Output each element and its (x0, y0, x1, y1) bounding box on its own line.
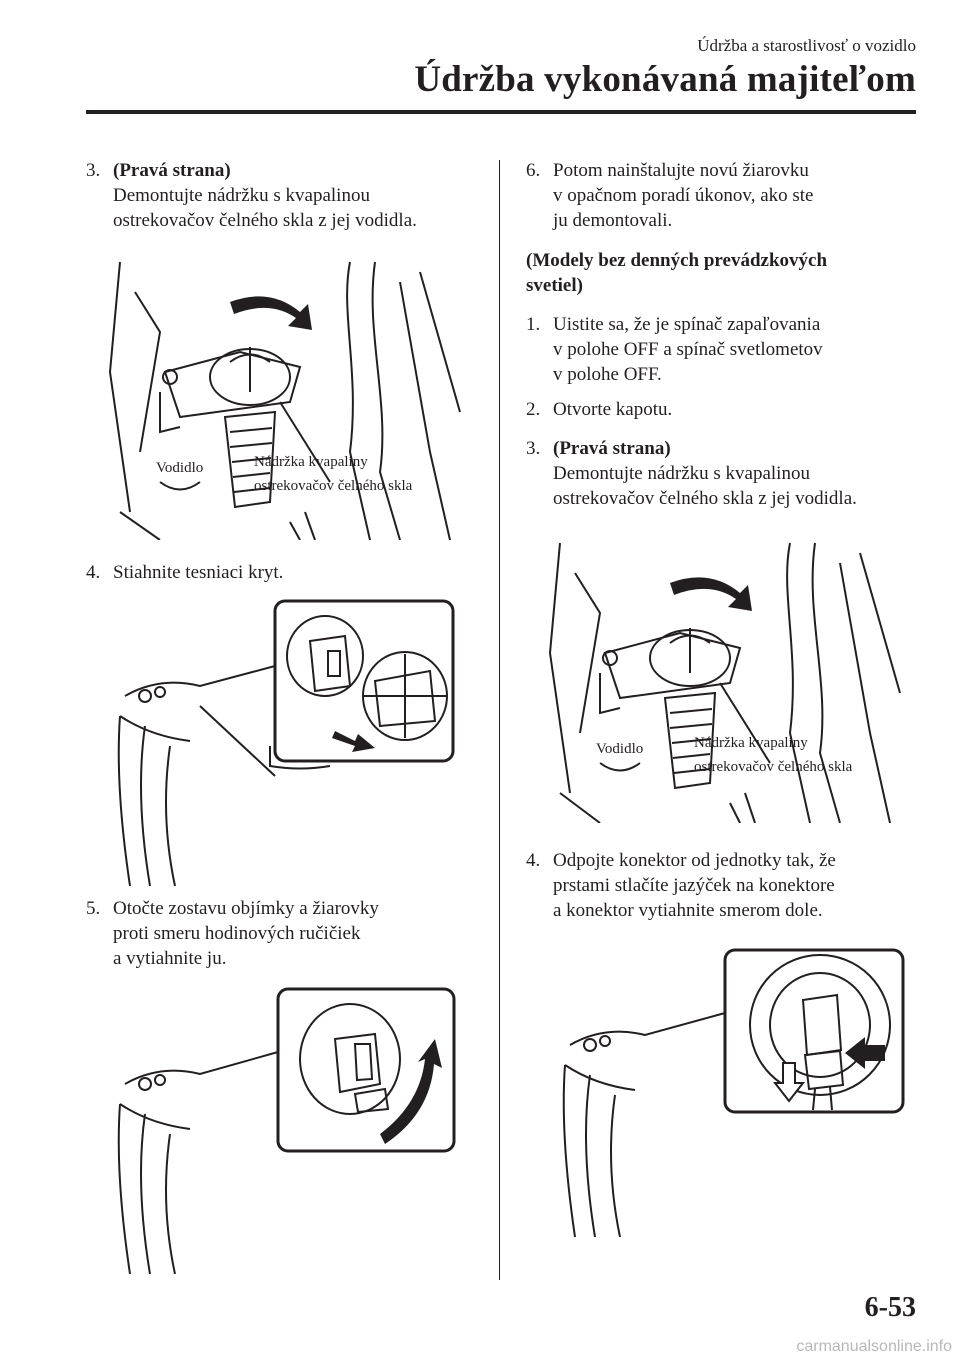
step-text: Stiahnite tesniaci kryt. (113, 562, 284, 583)
page-number: 6-53 (864, 1292, 916, 1323)
figure-label-tank: ostrekovačov čelného skla (254, 478, 413, 494)
step-text: a konektor vytiahnite smerom dole. (553, 900, 823, 921)
page-title: Údržba vykonávaná majiteľom (414, 59, 916, 100)
step-text: Odpojte konektor od jednotky tak, že (553, 850, 836, 871)
subsection-heading (526, 248, 946, 298)
step-text: proti smeru hodinových ručičiek (113, 923, 361, 944)
right-step-4 (526, 848, 946, 923)
left-step-3 (86, 158, 486, 233)
footer-watermark: carmanualsonline.info (796, 1338, 952, 1355)
connector-illustration (545, 945, 910, 1237)
step-number: 2. (526, 399, 541, 420)
left-step-4 (86, 560, 486, 585)
figure-label-guide: Vodidlo (596, 741, 644, 757)
right-step-6 (526, 158, 946, 233)
step-text: a vytiahnite ju. (113, 948, 227, 969)
seal-cover-figure (100, 596, 460, 886)
step-number: 5. (86, 898, 101, 919)
step-title: (Pravá strana) (113, 160, 231, 181)
step-text: ostrekovačov čelného skla z jej vodidla. (113, 210, 417, 231)
step-number: 3. (86, 160, 101, 181)
step-title: (Pravá strana) (553, 438, 671, 459)
figure-label-tank: Nádržka kvapaliny (254, 454, 368, 470)
step-text: v opačnom poradí úkonov, ako ste (553, 185, 814, 206)
step-number: 1. (526, 314, 541, 335)
right-step-1 (526, 312, 946, 387)
right-step-2 (526, 397, 946, 422)
step-text: Uistite sa, že je spínač zapaľovania (553, 314, 821, 335)
figure-label-tank: ostrekovačov čelného skla (694, 759, 853, 775)
socket-rotation-figure (100, 984, 460, 1274)
left-step-5 (86, 896, 486, 971)
column-divider (499, 160, 500, 1280)
step-text: Otvorte kapotu. (553, 399, 673, 420)
step-number: 4. (86, 562, 101, 583)
right-step-3 (526, 436, 946, 511)
step-text: Otočte zostavu objímky a žiarovky (113, 898, 379, 919)
step-text: ostrekovačov čelného skla z jej vodidla. (553, 488, 857, 509)
subsection-heading-line: (Modely bez denných prevádzkových (526, 250, 828, 271)
seal-cover-illustration (100, 596, 460, 886)
connector-figure (545, 945, 910, 1237)
figure-label-guide: Vodidlo (156, 460, 204, 476)
step-number: 6. (526, 160, 541, 181)
step-text: prstami stlačíte jazýček na konektore (553, 875, 835, 896)
step-number: 3. (526, 438, 541, 459)
subsection-heading-line: svetiel) (526, 275, 583, 296)
step-text: Demontujte nádržku s kvapalinou (113, 185, 370, 206)
washer-tank-illustration (540, 533, 915, 823)
socket-rotation-illustration (100, 984, 460, 1274)
step-text: Potom nainštalujte novú žiarovku (553, 160, 809, 181)
step-text: ju demontovali. (553, 210, 673, 231)
section-title: Údržba a starostlivosť o vozidlo (697, 36, 916, 55)
step-number: 4. (526, 850, 541, 871)
step-text: v polohe OFF a spínač svetlometov (553, 339, 823, 360)
step-text: v polohe OFF. (553, 364, 662, 385)
header-rule (86, 110, 916, 114)
washer-tank-figure (100, 252, 475, 540)
washer-tank-figure-right (540, 533, 915, 823)
step-text: Demontujte nádržku s kvapalinou (553, 463, 810, 484)
figure-label-tank: Nádržka kvapaliny (694, 735, 808, 751)
